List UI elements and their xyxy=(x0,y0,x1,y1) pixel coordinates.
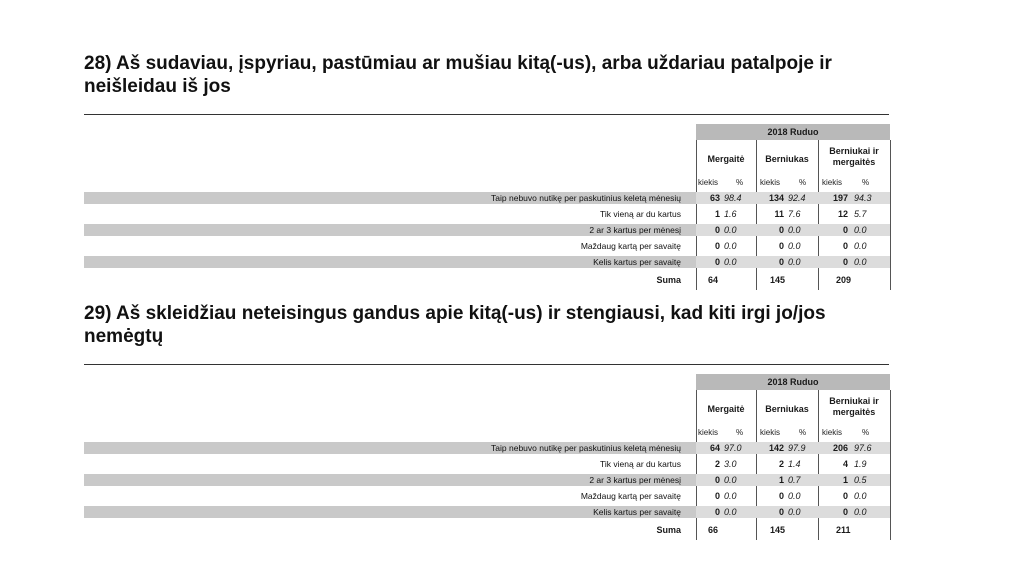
boys-count: 1 xyxy=(778,475,784,485)
total-sum: 211 xyxy=(836,525,851,535)
table-row xyxy=(84,208,889,220)
boys-pct: 97.9 xyxy=(788,443,806,453)
boys-count: 134 xyxy=(768,193,784,203)
girls-count: 63 xyxy=(709,193,720,203)
total-pct: 94.3 xyxy=(854,193,872,203)
total-pct: 97.6 xyxy=(854,443,872,453)
divider-line xyxy=(84,114,889,115)
girls-pct: 0.0 xyxy=(724,475,737,485)
count-subheader: kiekis xyxy=(698,178,719,187)
boys-count: 2 xyxy=(778,459,784,469)
girls-sum: 66 xyxy=(708,525,719,535)
boys-sum: 145 xyxy=(770,275,786,285)
total-count: 0 xyxy=(842,507,848,517)
pct-subheader: % xyxy=(736,428,744,437)
total-count: 0 xyxy=(842,225,848,235)
girls-count: 0 xyxy=(714,225,720,235)
boys-count: 0 xyxy=(778,241,784,251)
table-row xyxy=(84,192,889,204)
question-section-28 xyxy=(84,52,894,292)
total-count: 4 xyxy=(842,459,848,469)
count-subheader: kiekis xyxy=(698,428,719,437)
sum-label: Suma xyxy=(656,275,681,285)
count-subheader: kiekis xyxy=(760,178,781,187)
pct-subheader: % xyxy=(736,178,744,187)
total-pct: 0.0 xyxy=(854,225,867,235)
total-pct: 0.5 xyxy=(854,475,867,485)
row-label: Kelis kartus per savaitę xyxy=(593,507,681,517)
question-section-29 xyxy=(84,302,894,542)
table-row xyxy=(84,240,889,252)
girls-sum: 64 xyxy=(708,275,719,285)
total-pct: 0.0 xyxy=(854,507,867,517)
girls-pct: 0.0 xyxy=(724,507,737,517)
total-pct: 5.7 xyxy=(854,209,867,219)
row-label: Taip nebuvo nutikę per paskutinius keletą mėnesių xyxy=(491,193,681,203)
girls-pct: 1.6 xyxy=(724,209,737,219)
total-count: 12 xyxy=(837,209,848,219)
row-label: Tik vieną ar du kartus xyxy=(600,209,681,219)
total-count: 206 xyxy=(832,443,848,453)
boys-count: 11 xyxy=(774,209,784,219)
row-label: 2 ar 3 kartus per mėnesį xyxy=(589,475,681,485)
table-row xyxy=(84,506,889,518)
boys-count: 0 xyxy=(778,507,784,517)
count-subheader: kiekis xyxy=(822,178,843,187)
girls-count: 0 xyxy=(714,475,720,485)
girls-pct: 0.0 xyxy=(724,241,737,251)
girls-pct: 3.0 xyxy=(724,459,737,469)
total-count: 197 xyxy=(832,193,848,203)
girls-count: 0 xyxy=(714,241,720,251)
girls-count: 0 xyxy=(714,257,720,267)
results-table xyxy=(84,374,889,542)
boys-sum: 145 xyxy=(770,525,786,535)
total-count: 1 xyxy=(842,475,848,485)
count-subheader: kiekis xyxy=(822,428,843,437)
year-header: 2018 Ruduo xyxy=(696,374,890,390)
boys-header: Berniukas xyxy=(765,154,809,164)
both-header: Berniukai ir mergaitės xyxy=(829,146,879,167)
row-label: Tik vieną ar du kartus xyxy=(600,459,681,469)
boys-pct: 1.4 xyxy=(788,459,801,469)
girls-header: Mergaitė xyxy=(707,154,745,164)
table-row xyxy=(84,458,889,470)
total-count: 0 xyxy=(842,257,848,267)
boys-pct: 0.7 xyxy=(788,475,801,485)
boys-pct: 7.6 xyxy=(788,209,801,219)
total-pct: 0.0 xyxy=(854,491,867,501)
column-divider xyxy=(890,140,891,290)
boys-pct: 0.0 xyxy=(788,225,801,235)
total-pct: 0.0 xyxy=(854,241,867,251)
table-row xyxy=(84,474,889,486)
girls-pct: 98.4 xyxy=(724,193,742,203)
total-count: 0 xyxy=(842,491,848,501)
row-label: Kelis kartus per savaitę xyxy=(593,257,681,267)
girls-header: Mergaitė xyxy=(707,404,745,414)
table-row xyxy=(84,256,889,268)
boys-header: Berniukas xyxy=(765,404,809,414)
question-title: 28) Aš sudaviau, įspyriau, pastūmiau ar mušiau kitą(-us), arba uždariau patalpoje ir neišleidau iš jos xyxy=(84,53,832,97)
row-label: Maždaug kartą per savaitę xyxy=(580,241,681,251)
girls-count: 0 xyxy=(714,491,720,501)
sum-label: Suma xyxy=(656,525,681,535)
boys-pct: 92.4 xyxy=(788,193,806,203)
girls-count: 2 xyxy=(714,459,720,469)
divider-line xyxy=(84,364,889,365)
boys-count: 0 xyxy=(778,257,784,267)
both-header: Berniukai ir mergaitės xyxy=(829,396,879,417)
pct-subheader: % xyxy=(799,428,807,437)
boys-count: 0 xyxy=(778,225,784,235)
results-table xyxy=(84,124,889,292)
girls-pct: 0.0 xyxy=(724,257,737,267)
row-label: Taip nebuvo nutikę per paskutinius keletą mėnesių xyxy=(491,443,681,453)
girls-pct: 0.0 xyxy=(724,491,737,501)
column-divider xyxy=(890,390,891,540)
table-row xyxy=(84,490,889,502)
count-subheader: kiekis xyxy=(760,428,781,437)
table-row xyxy=(84,442,889,454)
total-sum: 209 xyxy=(836,275,852,285)
sum-row xyxy=(84,524,889,536)
girls-pct: 0.0 xyxy=(724,225,737,235)
boys-pct: 0.0 xyxy=(788,507,801,517)
girls-pct: 97.0 xyxy=(724,443,742,453)
pct-subheader: % xyxy=(862,428,870,437)
table-row xyxy=(84,224,889,236)
boys-count: 142 xyxy=(768,443,784,453)
girls-count: 1 xyxy=(714,209,720,219)
year-header: 2018 Ruduo xyxy=(696,124,890,140)
boys-pct: 0.0 xyxy=(788,241,801,251)
pct-subheader: % xyxy=(862,178,870,187)
boys-count: 0 xyxy=(778,491,784,501)
pct-subheader: % xyxy=(799,178,807,187)
girls-count: 64 xyxy=(709,443,720,453)
boys-pct: 0.0 xyxy=(788,491,801,501)
sum-row xyxy=(84,274,889,286)
total-count: 0 xyxy=(842,241,848,251)
row-label: 2 ar 3 kartus per mėnesį xyxy=(589,225,681,235)
total-pct: 1.9 xyxy=(854,459,867,469)
girls-count: 0 xyxy=(714,507,720,517)
boys-pct: 0.0 xyxy=(788,257,801,267)
total-pct: 0.0 xyxy=(854,257,867,267)
row-label: Maždaug kartą per savaitę xyxy=(580,491,681,501)
question-title: 29) Aš skleidžiau neteisingus gandus apie kitą(-us) ir stengiausi, kad kiti irgi jo/jos nemėgtų xyxy=(84,303,826,347)
